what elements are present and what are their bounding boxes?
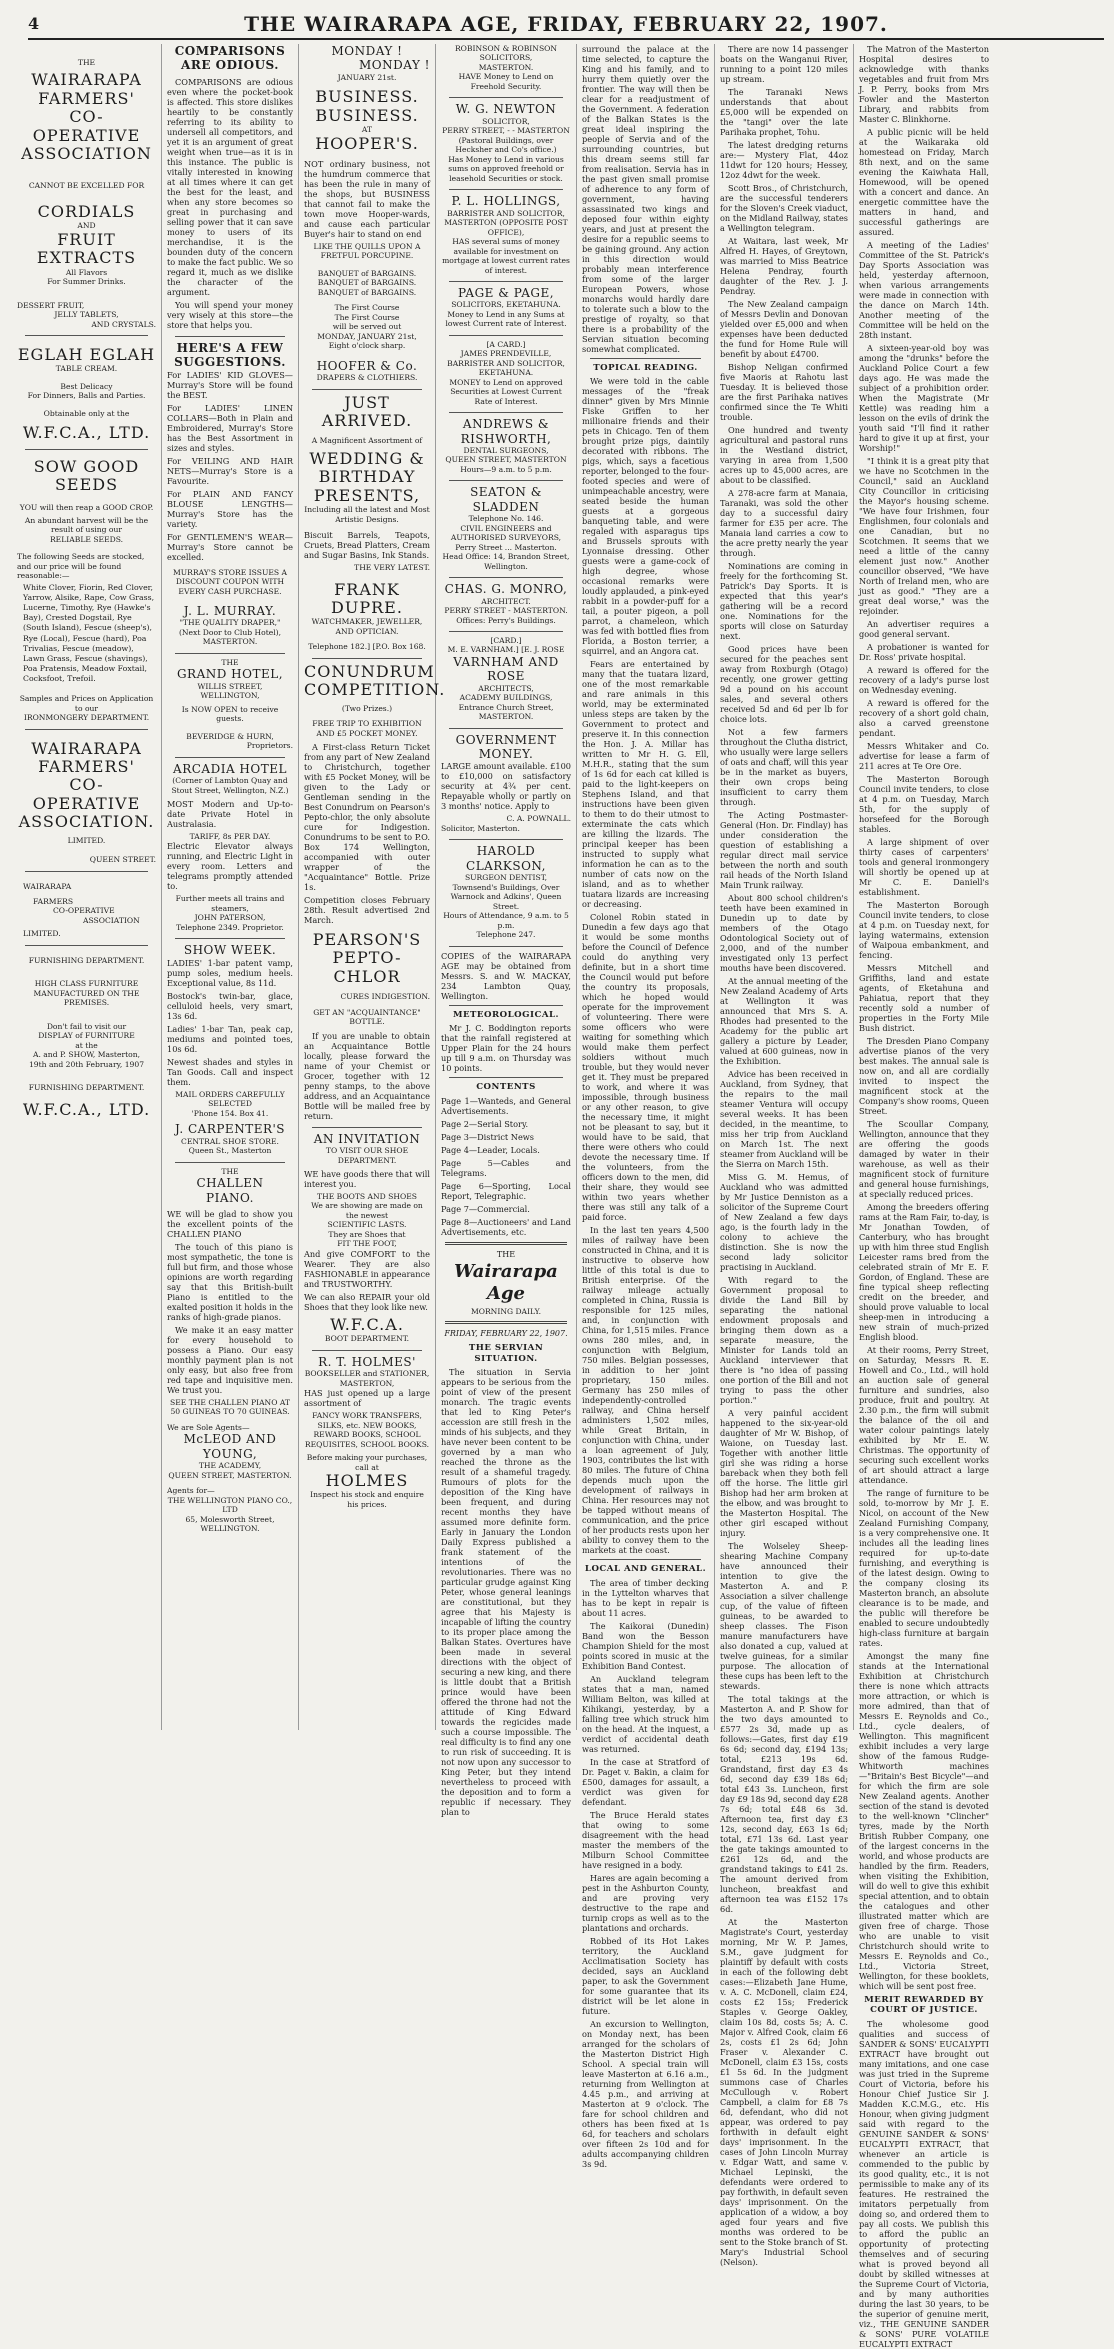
article-paragraph: A large shipment of over thirty cases of carpenters' tools and general ironmongery will shortly be opened up at Mr C. E. Daniell's establishment. (859, 837, 989, 897)
caveat-heading: MERIT REWARDED BY COURT OF JUSTICE. (864, 1995, 984, 2016)
comparisons-ad: COMPARISONS ARE ODIOUS. COMPARISONS are odious even where the pocket-book is affected. This store dislikes heartily to be constantly referring to its ability to undersell all competitors, and yet it is an argument of great weight when true—as it is in this instance. The public is vitally interested in knowing at all times where it can get the best for the least, and when any store becomes so great in purchasing and selling power that it can save money to users of its merchandise, it is the bounden duty of the concern to make the fact public. We so regard it, much as we dislike the character of the argument. You will spend your money very wisely at this store—the store that helps you. (167, 44, 293, 330)
card-seaton: SEATON & SLADDEN Telephone No. 146. CIVIL ENGINEERS and AUTHORISED SURVEYORS, Perry Street ... Masterton. Head Office: 14, Brandon Street, Wellington. (442, 485, 570, 571)
article-paragraph: Miss G. M. Hemus, of Auckland who was admitted by Mr Justice Denniston as a solicitor of the Supreme Court of New Zealand a few days ago, is the fourth lady in the colony to achieve the distinction. She is now the second lady solicitor practising in Auckland. (720, 1172, 848, 1272)
contents-item: Page 1—Wanteds, and General Advertisements. (441, 1095, 571, 1116)
article-paragraph: "I think it is a great pity that we have no Scotchmen in the Council," said an Auckland City Councillor in criticising the Mayor's housing scheme. "We have four Irishmen, four Englishmen, four colonials and one Canadian, but no Scotchmen. It seems that we need a little of the canny element just now." Another councillor observed, "We have North of Ireland men, who are just as good." "They are a great deal worse," was the rejoinder. (859, 456, 989, 616)
article-paragraph: A meeting of the Ladies' Committee of the St. Patrick's Day Sports Association was held, yesterday afternoon, when various arrangements were made in connection with the dance on March 14th. Another meeting of the Committee will be held on the 28th instant. (859, 240, 989, 340)
article-paragraph: A reward is offered for the recovery of a short gold chain, also a carved greenstone pendant. (859, 698, 989, 738)
column-5 (577, 44, 715, 2169)
column-7 (854, 44, 1108, 2349)
contents-item: Page 5—Cables and Telegrams. (441, 1157, 571, 1178)
article-paragraph: The Dresden Piano Company advertise pianos of the very best makes. The annual sale is now on, and all are cordially invited to inspect the magnificent stock at the Company's show rooms, Queen Street. (859, 1036, 989, 1116)
article-paragraph: The total takings at the Masterton A. and P. Show for the two days amounted to £577 2s 3d, made up as follows:—Gates, first day £19 6s 6d; second day, £194 13s; total, £213 19s 6d. Grandstand, first day £3 4s 6d, second day £39 18s 6d; total £43 3s. Luncheon, first day £9 18s 9d, second day £28 7s 6d; total £48 6s 3d. Afternoon tea, first day £3 12s, second day, £63 1s 6d; total, £71 13s 6d. Last year the gate takings amounted to £261 12s 6d, and the grandstand takings to £41 2s. The amount derived from luncheon, breakfast and afternoon tea was £152 17s 6d. (720, 1694, 848, 1914)
contents-item: Page 6—Sporting, Local Report, Telegraphic. (441, 1180, 571, 1201)
article-paragraph: A 278-acre farm at Manaia, Taranaki, was sold the other day to a successful dairy farmer for £35 per acre. The Manaia land carries a cow to the acre pretty nearly the year through. (720, 488, 848, 558)
article-paragraph: The Acting Postmaster-General (Hon. Dr. Findlay) has under consideration the question of establishing a regular direct mail service between the north and south rail heads of the North Island Main Trunk railway. (720, 810, 848, 890)
local-general-heading: LOCAL AND GENERAL. (584, 1564, 707, 1575)
article-paragraph: The wholesome good qualities and success of SANDER & SONS' EUCALYPTI EXTRACT have brought out many imitations, and one case was just tried in the Supreme Court of Victoria, before his Honour Chief Justice Sir J. Madden K.C.M.G., etc. His Honour, when giving judgment said with regard to the GENUINE SANDER & SONS' EUCALYPTI EXTRACT, that whenever an article is commended to the public by its good quality, etc., it is not permissible to make any of its features. He restrained the imitators perpetually from doing so, and ordered them to pay all costs. We publish this to afford the public an opportunity of protecting themselves and of securing what is proved beyond all doubt by skilled witnesses at the Supreme Court of Victoria, and by many authorities during the last 30 years, to be the superior of genuine merit, viz., THE GENUINE SANDER & SONS' PURE VOLATILE EUCALYPTI EXTRACT (859, 2018, 989, 2349)
hoopers-ad: MONDAY ! MONDAY ! JANUARY 21st. BUSINESS. BUSINESS. AT HOOPER'S. NOT ordinary business, not the humdrum commerce that has been the rule in many of the shops, but BUSINESS that cannot fail to make the town move Hooper-wards, and cause each particular Buyer's hair to stand on end LIKE THE QUILLS UPON A FRETFUL PORCUPINE. BANQUET of BARGAINS. BANQUET of BARGAINS. BANQUET of BARGAINS. The First Course The First Course will be served out MONDAY, JANUARY 21st, Eight o'clock sharp. HOOFER & Co. DRAPERS & CLOTHIERS. (304, 44, 430, 383)
column-1 (12, 44, 162, 1730)
column-4 (436, 44, 577, 1818)
contents-list (441, 1096, 571, 1237)
article-paragraph: The Taranaki News understands that about £5,000 will be expended on the "tangi" over the late Parihaka prophet, Tohu. (720, 87, 848, 137)
article-paragraph: One hundred and twenty agricultural and pastoral runs in the Westland district, varying in area from 1,500 acres up to 45,000 acres, are about to be classified. (720, 425, 848, 485)
grand-hotel-ad: THE GRAND HOTEL, WILLIS STREET, WELLINGTON, Is NOW OPEN to receive guests. BEVERIDGE & HURN, Proprietors. (176, 657, 293, 751)
article-paragraph: The Bruce Herald states that owing to some disagreement with the head master the members of the Milburn School Committee have resigned in a body. (582, 1809, 709, 1870)
card-page: PAGE & PAGE, SOLICITORS, EKETAHUNA. Money to Lend in any Sums at lowest Current rate of Interest. (445, 285, 567, 329)
contents-item: Page 4—Leader, Locals. (441, 1144, 540, 1155)
copies-notice: COPIES of the WAIRARAPA AGE may be obtained from Messrs. S. and W. MACKAY, 234 Lambton Quay, Wellington. (441, 950, 571, 1001)
show-week-ad: SHOW WEEK. LADIES' 1-bar patent vamp, pump soles, medium heels. Exceptional value, 8s 11d. Bostock's twin-bar, glace, celluloid heels, very smart, 13s 6d. Ladies' 1-bar Tan, peak cap, mediums and pointed toes, 10s 6d. Newest shades and styles in Tan Goods. Call and inspect them. MAIL ORDERS CAREFULLY SELECTED 'Phone 154. Box 41. J. CARPENTER'S CENTRAL SHOE STORE. Queen St., Masterton (167, 943, 293, 1156)
article-paragraph: At their rooms, Perry Street, on Saturday, Messrs R. E. Howell and Co., Ltd., will hold an auction sale of general furniture and sundries, also produce, fruit and poultry. At 2.30 p.m., the firm will submit the balance of the oil and water colour paintings lately exhibited by Mr E. W. Christmas. The opportunity of securing such excellent works of art should attract a large attendance. (859, 1345, 989, 1485)
card-hollings: P. L. HOLLINGS, BARRISTER AND SOLICITOR, MASTERTON (OPPOSITE POST OFFICE), HAS several sums of money available for investment on mortgage at lowest current rates of interest. (442, 194, 570, 275)
article-paragraph: Messrs Mitchell and Griffiths, land and estate agents, of Eketahuna and Pahiatua, report that they recently sold a number of properties in the Forty Mile Bush district. (859, 963, 989, 1033)
card-prendeville: [A CARD.] JAMES PRENDEVILLE, BARRISTER AND SOLICITOR, EKETAHUNA. MONEY to Lend on approved Securities at Lowest Current Rate of Interest. (447, 339, 565, 406)
article-paragraph: A very painful accident happened to the six-year-old daughter of Mr W. Bishop, of Waione, on Tuesday last. Together with another little girl she was riding a horse bareback when they both fell off the horse. The little girl Bishop had her arm broken at the elbow, and was brought to the Masterton Hospital. The other girl escaped without injury. (720, 1408, 848, 1538)
article-paragraph: Nominations are coming in freely for the forthcoming St. Patrick's Day Sports. It is expected that this year's gathering will be a record one. Nominations for the sports will close on Saturday next. (720, 561, 848, 641)
article-paragraph: At Waitara, last week, Mr Alfred H. Hayes, of Greytown, was married to Miss Beatrice Helena Pendray, fourth daughter of the Rev. J. J. Pendray. (720, 236, 848, 296)
article-paragraph: The Wolseley Sheep-shearing Machine Company have announced their intention to give the Masterton A. and P. Association a silver challenge cup, of the value of fifteen guineas, to be awarded to sheep classes. The Fison manure manufacturers have also donated a cup, valued at twelve guineas, for a similar purpose. The allocation of these cups has been left to the stewards. (720, 1541, 848, 1691)
article-paragraph: A reward is offered for the recovery of a lady's purse lost on Wednesday evening. (859, 665, 989, 695)
card-monro: CHAS. G. MONRO, ARCHITECT. PERRY STREET - MASTERTON. Offices: Perry's Buildings. (444, 582, 568, 625)
article-paragraph: About 800 school children's teeth have been examined in Dunedin up to date by members of the Otago Odontological Society out of 2,000, and of the number investigated only 13 perfect mouths have been discovered. (720, 893, 848, 973)
card-pownall: GOVERNMENT MONEY. LARGE amount available. £100 to £10,000 on satisfactory security at 4¾ per cent. Repayable wholly or partly on 3 months' notice. Apply to C. A. POWNALL. Solicitor, Masterton. (441, 732, 571, 833)
article-paragraph: In the case at Stratford of Dr. Paget v. Bakin, a claim for £500, damages for assault, a verdict was given for defendant. (582, 1756, 709, 1807)
article-paragraph: The Masterton Borough Council invite tenders, to close at 4 p.m. on Tuesday next, for laying watermains, extension of Waipoua embankment, and fencing. (859, 900, 989, 960)
column-7-text (854, 44, 994, 2349)
card-newton: W. G. NEWTON SOLICITOR, PERRY STREET, - - MASTERTON (Pastoral Buildings, over Hecksher and Co's office.) Has Money to Lend in various sums on approved freehold or leasehold Securities or stock. (442, 102, 570, 183)
furniture-ad: FURNISHING DEPARTMENT. HIGH CLASS FURNITURE MANUFACTURED ON THE PREMISES. Don't fail to visit our DISPLAY of FURNITURE at the A. and P. SHOW, Masterton, 19th and 20th February, 1907 FURNISHING DEPARTMENT. W.F.C.A., LTD. (22, 955, 151, 1119)
article-paragraph: Fears are entertained by many that the tuatara lizard, one of the most remarkable and rare animals in this world, may be exterminated unless steps are taken by the Government to protect and preserve it. In this connection the Hon. J. A. Millar has written to Mr H. G. Ell, M.H.R., stating that the sum of 1s 6d for each cat killed is paid to the light-keepers on Stephens Island, and that instructions have been given to them to do their utmost to exterminate the cats which are killing the lizards. The principal keeper has been instructed to supply what information he can as to the number of cats now on the island, and as to whether tuatara lizards are increasing or decreasing. (582, 659, 709, 910)
article-paragraph: An advertiser requires a good general servant. (859, 619, 989, 639)
article-paragraph: Amongst the many fine stands at the International Exhibition at Christchurch there is none which attracts more attraction, or which is more admired, than that of Messrs E. Reynolds and Co., Ltd., cycle dealers, of Wellington. This magnificent exhibit includes a very large show of the famous Rudge-Whitworth machines—"Britain's Best Bicycle"—and for which the firm are sole New Zealand agents. Another section of the stand is devoted to the well-known "Clincher" tyres, made by the North British Rubber Company, one of the largest concerns in the world, and whose products are handled by the firm. Readers, when visiting the Exhibition, will do well to give this exhibit special attention, and to obtain the catalogues and other illustrated matter which are given free of charge. Those who are unable to visit Christchurch should write to Messrs E. Reynolds and Co., Ltd., Victoria Street, Wellington, for these booklets, which will be sent post free. (859, 1651, 989, 1991)
article-paragraph: An Auckland telegram states that a man, named William Belton, was killed at Kihikangi, yesterday, by a falling tree which struck him on the head. At the inquest, a verdict of accidental death was returned. (582, 1673, 709, 1754)
column-2 (162, 44, 299, 1730)
article-paragraph: Robbed of its Hot Lakes territory, the Auckland Acclimatisation Society has decided, says an Auckland paper, to ask the Government for some guarantee that its district will be let alone in future. (582, 1935, 709, 2016)
card-clarkson: HAROLD CLARKSON, SURGEON DENTIST, Townsend's Buildings, Over Warnock and Adkins', Queen Street. Hours of Attendance, 9 a.m. to 5 p.m. Telephone 247. (443, 844, 569, 940)
masthead (28, 14, 1104, 40)
leader-date: FRIDAY, FEBRUARY 22, 1907. (444, 1329, 568, 1339)
contents-item: Page 3—District News (441, 1131, 535, 1142)
article-paragraph: At the Masterton Magistrate's Court, yesterday morning, Mr W. P. James, S.M., gave judgment for plaintiff by default with costs in each of the following debt cases:—Elizabeth Jane Hume, v. A. C. McDonell, claim £24, costs £2 15s; Frederick Staples v. George Oakley, claim 10s 8d, costs 5s; A. C. Major v. Alfred Cook, claim £6 2s, costs £1 2s 6d; John Fraser v. Alexander C. McDonell, claim £3 15s, costs £1 5s 6d. In the judgment summons case of Charles McCullough v. Robert Campbell, a claim for £8 7s 6d, defendant, who did not appear, was ordered to pay forthwith in default eight days' imprisonment. In the cases of John Lincoln Murray v. Edgar Watt, and same v. Michael Lepinski, the defendants were ordered to pay forthwith, in default seven days' imprisonment. On the application of a widow, a boy aged four years and five months was ordered to be sent to the Stoke branch of St. Mary's Industrial School (Nelson). (720, 1917, 848, 2267)
article-paragraph: Good prices have been secured for the peaches sent away from Roxburgh (Otago) recently, one grower getting 9d a pound on his account sales, and several others received 5d and 6d per lb for choice lots. (720, 644, 848, 724)
page-number: 4 (28, 14, 40, 33)
article-paragraph: The New Zealand campaign of Messrs Devlin and Donovan yielded over £5,000 and when expenses have been deducted the fund for Home Rule will benefit by about £4700. (720, 299, 848, 359)
article-paragraph: The area of timber decking in the Lyttelton wharves that has to be kept in repair is about 11 acres. (582, 1577, 709, 1618)
servian-heading: THE SERVIAN SITUATION. (468, 1343, 544, 1364)
page-title: THE WAIRARAPA AGE, FRIDAY, FEBRUARY 22, 1907. (244, 12, 888, 36)
columns (12, 44, 1108, 2349)
article-paragraph: A probationer is wanted for Dr. Ross' private hospital. (859, 642, 989, 662)
article-paragraph: A sixteen-year-old boy was among the "drunks" before the Auckland Police Court a few days ago. He was made the subject of a prohibition order. When the Magistrate (Mr Kettle) was reading him a lesson on the evils of drink the youth said "I'll find it rather hard to give it up at first, your Worship!" (859, 343, 989, 453)
article-paragraph: With regard to the Government proposal to divide the Land Bill by separating the national endowment proposals and bringing them down as a separate measure, the Minister for Lands told an Auckland interviewer that there is "no idea of passing one portion of the Bill and not trying to pass the other portion." (720, 1275, 848, 1405)
suggestions-ad: HERE'S A FEW SUGGESTIONS. For LADIES' KID GLOVES—Murray's Store will be found the BEST. For LADIES' LINEN COLLARS—Both in Plain and Embroidered, Murray's Store has the Best Assortment in sizes and styles. For VEILING AND HAIR NETS—Murray's Store is a Favourite. For PLAIN AND FANCY BLOUSE LENGTHS—Murray's Store has the variety. For GENTLEMEN'S WEAR—Murray's Store cannot be excelled. MURRAY'S STORE ISSUES A DISCOUNT COUPON WITH EVERY CASH PURCHASE. J. L. MURRAY. "THE QUALITY DRAPER," (Next Door to Club Hotel), MASTERTON. (167, 340, 293, 647)
contents-heading: CONTENTS (476, 1082, 536, 1093)
card-andrews: ANDREWS & RISHWORTH, DENTAL SURGEONS, QUEEN STREET, MASTERTON Hours—9 a.m. to 5 p.m. (445, 417, 567, 474)
meteorological-text: Mr J. C. Boddington reports that the rainfall registered at Upper Plain for the 24 hours up till 9 a.m. on Thursday was 10 points. (441, 1023, 571, 1074)
eglah-ad: EGLAH EGLAH TABLE CREAM. Best Delicacy For Dinners, Balls and Parties. Obtainable only at the W.F.C.A., LTD. (17, 345, 156, 443)
challen-piano-ad: THE CHALLEN PIANO. WE will be glad to show you the excellent points of the CHALLEN PIANO The touch of this piano is most sympathetic, the tone is full but firm, and those whose opinions are worth regarding say that this British-built Piano is entitled to the exalted position it holds in the ranks of high-grade pianos. We make it an easy matter for every household to possess a Piano. Our easy monthly payment plan is not only easy, but also free from red tape and inquisitive men. We trust you. SEE THE CHALLEN PIANO AT 50 GUINEAS TO 70 GUINEAS. We are Sole Agents— McLEOD AND YOUNG, THE ACADEMY, QUEEN STREET, MASTERTON. Agents for— THE WELLINGTON PIANO CO., LTD 65, Molesworth Street, WELLINGTON. (167, 1166, 293, 1534)
contents-item: Page 2—Serial Story. (441, 1118, 529, 1129)
arcadia-hotel-ad: ARCADIA HOTEL (Corner of Lambton Quay and Stout Street, Wellington, N.Z.) MOST Modern and Up-to-date Private Hotel in Australasia. TARIFF, 8s PER DAY. Electric Elevator always running, and Electric Light in every room. Letters and telegrams promptly attended to. Further meets all trains and steamers, JOHN PATERSON, Telephone 2349. Proprietor. (167, 761, 293, 932)
holmes-ad: R. T. HOLMES' BOOKSELLER and STATIONER, MASTERTON, HAS just opened up a large assortment of FANCY WORK TRANSFERS, SILKS, etc. NEW BOOKS, REWARD BOOKS, SCHOOL REQUISITES, SCHOOL BOOKS. Before making your purchases, call at HOLMES Inspect his stock and enquire his prices. (304, 1354, 430, 1509)
article-paragraph: Bishop Neligan confirmed five Maoris at Rahotu last Tuesday. It is believed those are the first Parihaka natives confirmed since the Te Whiti trouble. (720, 362, 848, 422)
article-paragraph: The range of furniture to be sold, to-morrow by Mr J. E. Nicol, on account of the New Zealand Furnishing Company, is a very comprehensive one. It includes all the leading lines required for up-to-date furnishing, and everything is of the latest design. Owing to the company closing its Masterton branch, an absolute clearance is to be made, and the public will therefore be enabled to secure undoubtedly high-class furniture at bargain rates. (859, 1488, 989, 1648)
paper-subtitle: MORNING DAILY. (470, 1307, 542, 1317)
contents-item: Page 8—Auctioneers' and Land Advertisements, etc. (441, 1216, 571, 1237)
wfca-cordials-ad: THE WAIRARAPA FARMERS' CO-OPERATIVE ASSOCIATION CANNOT BE EXCELLED FOR CORDIALS AND FRUIT EXTRACTS All Flavors For Summer Drinks. DESSERT FRUIT, JELLY TABLETS, AND CRYSTALS. (17, 58, 156, 329)
article-paragraph: A public picnic will be held at the Waikaraka old homestead on Friday, March 8th next, and on the same evening the Kaiwhata Hall, Homewood, will be opened with a concert and dance. An energetic committee have the matters in hand, and successful gatherings are assured. (859, 127, 989, 237)
topical-heading: TOPICAL READING. (593, 363, 698, 373)
article-paragraph: The Scoullar Company, Wellington, announce that they are offering the goods damaged by water in their warehouse, as well as their magnificent stock of furniture and general house furnishings, at specially reduced prices. (859, 1119, 989, 1199)
contents-item: Page 7—Commercial. (441, 1203, 530, 1214)
article-paragraph: Among the breeders offering rams at the Ram Fair, to-day, is Mr Jonathan Towden, of Canterbury, who has brought up with him three stud English Leicester rams bred from the celebrated strain of Mr E. F. Gordon, of England. These are fine typical sheep reflecting credit on the breeder, and should prove valuable to local sheep-men in introducing a new strain of much-prized English blood. (859, 1202, 989, 1342)
card-varnham: [CARD.] M. E. VARNHAM.] [E. J. ROSE VARNHAM AND ROSE ARCHITECTS, ACADEMY BUILDINGS, Entrance Church Street, MASTERTON. (447, 635, 565, 722)
conundrum-ad: CONUNDRUM COMPETITION. (Two Prizes.) FREE TRIP TO EXHIBITION AND £5 POCKET MONEY. A First-class Return Ticket from any part of New Zealand to Christchurch, together with £5 Pocket Money, will be given to the Lady or Gentleman sending in the Best Conundrum on Pearson's Pepto-chlor, the only absolute cure for Indigestion. Conundrums to be sent to P.O. Box 174 Wellington, accompanied with outer wrapper of the "Acquaintance" Bottle. Prize 1s. Competition closes February 28th. Result advertised 2nd March. PEARSON'S PEPTO-CHLOR CURES INDIGESTION. GET AN "ACQUAINTANCE" BOTTLE. If you are unable to obtain an Acquaintance Bottle locally, please forward the name of your Chemist or Grocer, together with 12 penny stamps, to the above address, and an Acquaintance Bottle will be mailed free by return. (304, 661, 446, 1121)
article-paragraph: The Matron of the Masterton Hospital desires to acknowledge with thanks vegetables and fruit from Mrs J. P. Perry, books from Mrs Fowler and the Masterton Library, and rabbits from Master C. Blinkhorne. (859, 44, 989, 124)
servian-text: The situation in Servia appears to be serious from the point of view of the present monarch. The tragic events that led to King Peter's accession are still fresh in the minds of his subjects, and they have never been content to be governed by a man who reached the throne as the result of a shameful tragedy. Rumours of plots for the deposition of the King have been frequent, and during recent months they have assumed more definite form. Early in January the London Daily Express published a frank statement of the intentions of the revolutionaries. There was no particular grudge against King Peter, whose general leanings are constitutional, but they agree that his Majesty is incapable of lifting the country to its proper place among the Balkan States. Overtures have been made in several directions with the object of securing a new king, and there is little doubt that a British prince would have been offered the throne had not the attitude of King Edward towards the regicides made such a course impossible. The real difficulty is to find any one to run risk of succeeding. It is not now upon any successor to King Peter, but they intend nevertheless to proceed with the deposition and to form a republic if necessary. They plan to (441, 1367, 571, 1818)
invitation-ad: AN INVITATION TO VISIT OUR SHOE DEPARTMENT. WE have goods there that will interest you. THE BOOTS AND SHOES We are showing are made on the newest SCIENTIFIC LASTS. They are Shoes that FIT THE FOOT, And give COMFORT to the Wearer. They are also FASHIONABLE in appearance and TRUSTWORTHY. We can also REPAIR your old Shoes that they look like new. W.F.C.A. BOOT DEPARTMENT. (304, 1131, 430, 1344)
article-paragraph: Not a few farmers throughout the Clutha district, who usually were large sellers of oats and chaff, will this year be in the market as buyers, their own crops being insufficient to carry them through. (720, 727, 848, 807)
article-paragraph: There are now 14 passenger boats on the Wanganui River, running to a point 120 miles up stream. (720, 44, 848, 84)
article-paragraph: Advice has been received in Auckland, from Sydney, that the repairs to the mail steamer Ventura will occupy several weeks. It has been decided, in the meantime, to miss her trip from Auckland on March 1st. The next steamer from Auckland will be the Sierra on March 15th. (720, 1069, 848, 1169)
seeds-ad: SOW GOOD SEEDS YOU will then reap a GOOD CROP. An abundant harvest will be the result of using our RELIABLE SEEDS. The following Seeds are stocked, and our price will be found reasonable:— White Clover, Fiorin, Red Clover, Yarrow, Alsike, Rape, Cow Grass, Lucerne, Timothy, Rye (Hawke's Bay), Crested Dogstail, Rye (South Island), Fescue (sheep's), Rye (Local), Fescue (hard), Poa Trivalias, Fescue (meadow), Lawn Grass, Fescue (shavings), Poa Pratensis, Meadow Foxtail, Cocksfoot, Trefoil. Samples and Prices on Application to our IRONMONGERY DEPARTMENT. (17, 456, 155, 723)
paper-the: THE (496, 1249, 516, 1259)
article-paragraph: The Masterton Borough Council invite tenders, to close at 4 p.m. on Tuesday, March 5th, for the supply of horsefeed for the Borough stables. (859, 774, 989, 834)
article-paragraph: Colonel Robin stated in Dunedin a few days ago that it would be some months before the Council of Defence could do anything very definite, but in a short time the Council would put before the country its proposals, which he hoped would operate for the improvement of volunteering. There were some officers who were waiting for something which would make them perfect soldiers without much trouble, but they would never get it. They must be prepared to work, and where it was impossible, through business or any other reason, to give the necessary time, it might not be pleasant to say, but it would have to be said, that there were others who could devote the necessary time. If the volunteers, from the officers down to the men, did their share, they would see within two years whether there was still any talk of a paid force. (582, 912, 709, 1223)
article-paragraph: The Kaikorai (Dunedin) Band won the Besson Champion Shield for the most points scored in music at the Exhibition Band Contest. (582, 1620, 709, 1671)
page-margin (994, 44, 1108, 1730)
article-paragraph: Hares are again becoming a pest in the Ashburton County, and are proving very destructive to the rape and turnip crops as well as to the plantations and orchards. (582, 1872, 709, 1933)
column-3 (299, 44, 446, 1730)
column-6 (715, 44, 854, 2267)
paper-logo: Wairarapa Age (454, 1261, 558, 1305)
article-paragraph: At the annual meeting of the New Zealand Academy of Arts at Wellington it was announced that Mrs S. A. Rhodes had presented to the Academy for the public art gallery a picture by Leader, valued at 600 guineas, now in the Exhibition. (720, 976, 848, 1066)
article-paragraph: The latest dredging returns are:— Mystery Flat, 44oz 11dwt for 120 hours; Hessey, 12oz 4dwt for the week. (720, 140, 848, 180)
servian-continued: surround the palace at the time selected, to capture the King and his family, and to hurry them quietly over the frontier. The way will then be clear for a readjustment of the Government. A federation of the Balkan States is the great ideal inspiring the people of Servia and of the surrounding countries, but this dream seems still far from realisation. Servia has in the past given small promise of adherence to any form of government, having assassinated two kings and deposed four within eighty years, and just at present the desire for a republic seems to be gaining ground. Any action in this direction would probably mean interference from some of the larger European Powers, whose monarchs would hardly dare to tolerate such a blow to the prestige of royalty, so that there is a probability of the Servian situation becoming somewhat complicated. (582, 44, 709, 354)
article-paragraph: Scott Bros., of Christchurch, are the successful tenderers for the Sloven's Creek viaduct, on the Midland Railway, states a Wellington telegram. (720, 183, 848, 233)
wfca-logo-block: WAIRARAPA FARMERS CO-OPERATIVE ASSOCIATION LIMITED. (23, 881, 140, 939)
meteorological-heading: METEOROLOGICAL. (452, 1009, 560, 1020)
article-paragraph: In the last ten years 4,500 miles of railway have been constructed in China, and it is instructive to observe how little of this total is due to British enterprise. Of the railway mileage actually completed in China, Russia is responsible for 125 miles, and, in conjunction with China, for 1,515 miles. France owns 280 miles, and, in conjunction with Belgium, 750 miles. Belgian possesses, in addition to her joint proprietary, 150 miles. Germany has 250 miles of independently-controlled railway, and China herself administers 1,502 miles, while Great Britain, in conjunction with China, under a loan agreement of July, 1903, contributes the list with 80 miles. The future of China depends much upon the development of railways in China. Her resources may not be tapped without means of communication, and the price of her products rests upon her ability to convey them to the markets at the coast. (582, 1225, 709, 1556)
article-paragraph: We were told in the cable messages of the "freak dinner" given by Mrs Minnie Fiske Griffen to her millionaire friends and their pets in Chicago. Ten of them brought prize pigs, daintily decorated with ribbons. The pigs, which, says a facetious reporter, belonged to the four-footed species and were of unimpeachable ancestry, were seated beside the human guests at a gorgeous banqueting table, and were regaled with asparagus tips and Brussels sprouts with Lyonnaise dressing. Other guests were a game-cock of high degree, whose occasional remarks were loudly applauded, a pink-eyed rabbit in a powder-puff for a tail, a pouter pigeon, a poll parrot, a chameleon, which was fed with bottled flies from Florida, a Boston terrier, a squirrel, and an Angora cat. (582, 376, 709, 657)
wfca-association-ad: WAIRARAPA FARMERS' CO-OPERATIVE ASSOCIATION. LIMITED. QUEEN STREET. (18, 738, 156, 865)
dupre-ad: JUST ARRIVED. A Magnificent Assortment of WEDDING & BIRTHDAY PRESENTS, Including all the latest and Most Artistic Designs. Biscuit Barrels, Teapots, Cruets, Bread Platters, Cream and Sugar Basins, Ink Stands. THE VERY LATEST. FRANK DUPRE. WATCHMAKER, JEWELLER, AND OPTICIAN. Telephone 182.] [P.O. Box 168. (304, 392, 430, 652)
article-paragraph: An excursion to Wellington, on Monday next, has been arranged for the scholars of the Masterton District High School. A special train will leave Masterton at 6.16 a.m., returning from Wellington at 4.45 p.m., and arriving at Masterton at 9 o'clock. The fare for school children and others has been fixed at 1s 6d, for teachers and scholars over fifteen 2s 10d and for adults accompanying children 3s 9d. (582, 2018, 709, 2169)
card-robinson: ROBINSON & ROBINSON SOLICITORS, MASTERTON. HAVE Money to Lend on Freehold Security. (454, 44, 558, 91)
article-paragraph: Messrs Whitaker and Co. advertise for lease a farm of 211 acres at Te Ore Ore. (859, 741, 989, 771)
